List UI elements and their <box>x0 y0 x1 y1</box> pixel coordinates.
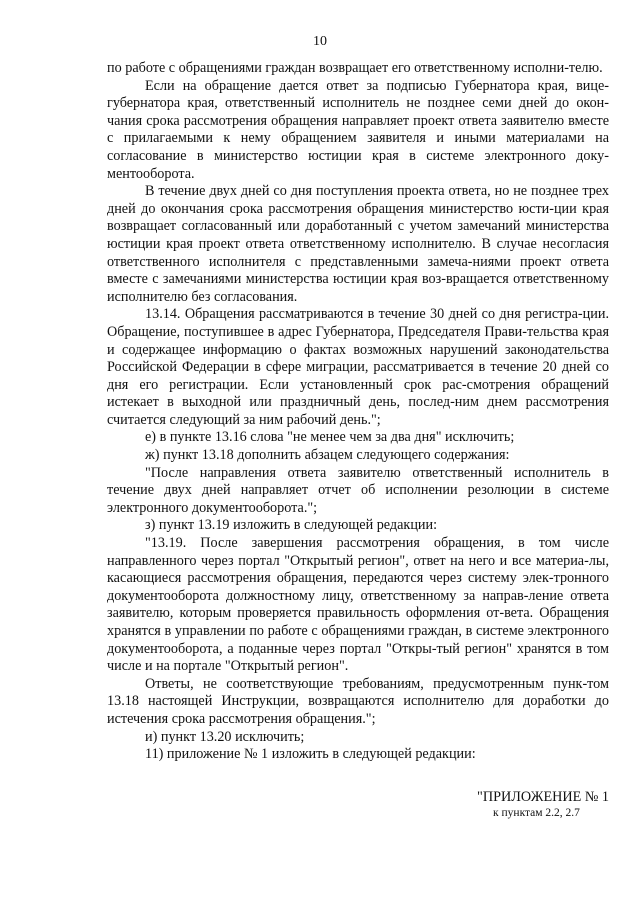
paragraph: е) в пункте 13.16 слова "не менее чем за два дня" исключить; <box>145 429 515 446</box>
appendix-heading <box>477 789 609 820</box>
paragraph: "13.19. После завершения рассмотрения обращения, в том числе направленного через портал "Открытый регион", ответ на него и все материа-лы, касающиеся рассмотрения обращения, передаются через систему элек-тронного документооборота должностному лицу, ответственному за направ-ление ответа заявителю, которым проверяется правильность оформления от-вета. Обращения хранятся в управлении по работе с обращениями граждан, в системе электронного документооборота, а поданные через портал "Откры-тый регион" хранятся в том числе и на портале "Открытый регион". <box>107 535 609 675</box>
paragraph: Ответы, не соответствующие требованиям, предусмотренным пунк-том 13.18 настоящей Инструкции, возвращаются исполнителю для доработки до истечения срока рассмотрения обращения."; <box>107 675 609 727</box>
page-number: 10 <box>313 34 327 49</box>
paragraph: 11) приложение № 1 изложить в следующей редакции: <box>145 746 476 763</box>
paragraph: и) пункт 13.20 исключить; <box>145 728 305 745</box>
paragraph: 13.14. Обращения рассматриваются в течение 30 дней со дня регистра-ции. Обращение, поступившее в адрес Губернатора, Председателя Прави-тельства края и содержащее информацию о фактах возможных нарушений законодательства Российской Федерации в сфере миграции, рассматривается в течение 20 дней со дня его регистрации. Если установленный срок рас-смотрения обращений истекает в выходной или праздничный день, послед-ним днем рассмотрения считается следующий за ним рабочий день."; <box>107 306 609 428</box>
appendix-title: "ПРИЛОЖЕНИЕ № 1 <box>477 789 609 805</box>
appendix-subtitle: к пунктам 2.2, 2.7 <box>493 807 580 819</box>
paragraph: В течение двух дней со дня поступления проекта ответа, но не позднее трех дней до окончания срока рассмотрения обращения министерство юсти-ции края возвращает согласованный или доработанный с учетом замечаний министерства юстиции края проект ответа ответственному исполнителю. В случае несогласия ответственного исполнителя с представленными замеча-ниями проект ответа вместе с замечаниями министерства юстиции края воз-вращается ответственному исполнителю без согласования. <box>107 183 609 305</box>
document-body <box>107 60 609 764</box>
paragraph: Если на обращение дается ответ за подписью Губернатора края, вице-губернатора края, ответственный исполнитель не позднее семи дней до окон-чания срока рассмотрения обращения направляет проект ответа заявителю вместе с прилагаемыми к нему обращением заявителя и иными материалами на согласование в министерство юстиции края в системе электронного доку-ментооборота. <box>107 77 609 182</box>
paragraph: "После направления ответа заявителю ответственный исполнитель в течение двух дней направляет отчет об исполнении резолюции в системе электронного документооборота."; <box>107 464 609 516</box>
paragraph: ж) пункт 13.18 дополнить абзацем следующего содержания: <box>145 447 510 464</box>
paragraph: з) пункт 13.19 изложить в следующей редакции: <box>145 517 438 534</box>
paragraph: по работе с обращениями граждан возвращает его ответственному исполни-телю. <box>107 60 603 76</box>
